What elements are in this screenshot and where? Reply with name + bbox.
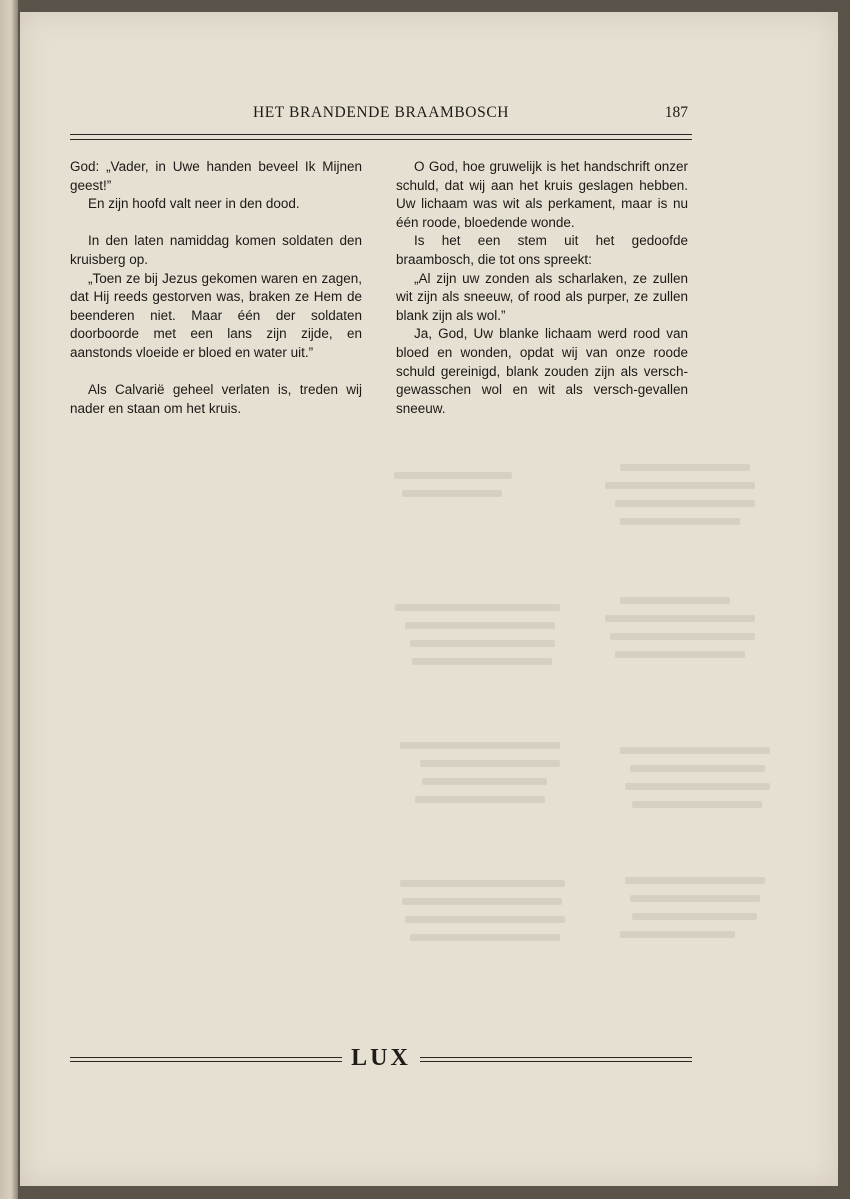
book-page xyxy=(20,12,838,1186)
left-paragraph-1: God: „Vader, in Uwe handen beveel Ik Mijnen geest!” xyxy=(70,159,362,193)
right-paragraph-3: „Al zijn uw zonden als scharlaken, ze zullen wit zijn als sneeuw, of rood als purper, ze zullen blank zijn als wol.” xyxy=(396,270,688,323)
header-rule xyxy=(70,134,692,140)
running-head xyxy=(70,104,692,126)
lux-logo: LUX xyxy=(351,1045,411,1071)
right-paragraph-1: O God, hoe gruwelijk is het handschrift onzer schuld, dat wij aan het kruis geslagen hebben. Uw lichaam was wit als perkament, maar is nu één roode, bloedende wonde. xyxy=(396,159,688,230)
left-column xyxy=(70,158,362,418)
left-paragraph-3: In den laten namiddag komen soldaten den kruisberg op. xyxy=(70,233,362,267)
right-column xyxy=(396,158,688,418)
footer xyxy=(70,1045,692,1075)
previous-page-edge xyxy=(0,0,18,1199)
page-number: 187 xyxy=(664,104,688,121)
left-paragraph-4: „Toen ze bij Jezus gekomen waren en zagen, dat Hij reeds gestorven was, braken ze Hem de beenderen niet. Maar één der soldaten doorboorde met een lans zijn zijde, en aanstonds vloeide er bloed en water uit.” xyxy=(70,270,362,360)
running-title: HET BRANDENDE BRAAMBOSCH xyxy=(252,104,510,121)
left-paragraph-5: Als Calvarië geheel verlaten is, treden wij nader en staan om het kruis. xyxy=(70,382,362,416)
right-paragraph-2: Is het een stem uit het gedoofde braambosch, die tot ons spreekt: xyxy=(396,233,688,267)
left-paragraph-2: En zijn hoofd valt neer in den dood. xyxy=(88,196,300,212)
footer-rule-right xyxy=(420,1057,692,1062)
right-paragraph-4: Ja, God, Uw blanke lichaam werd rood van bloed en wonden, opdat wij van onze roode schuld gereinigd, blank zouden zijn als versch-gewasschen wol en wit als versch-gevallen sneeuw. xyxy=(396,326,688,416)
footer-rule-left xyxy=(70,1057,342,1062)
